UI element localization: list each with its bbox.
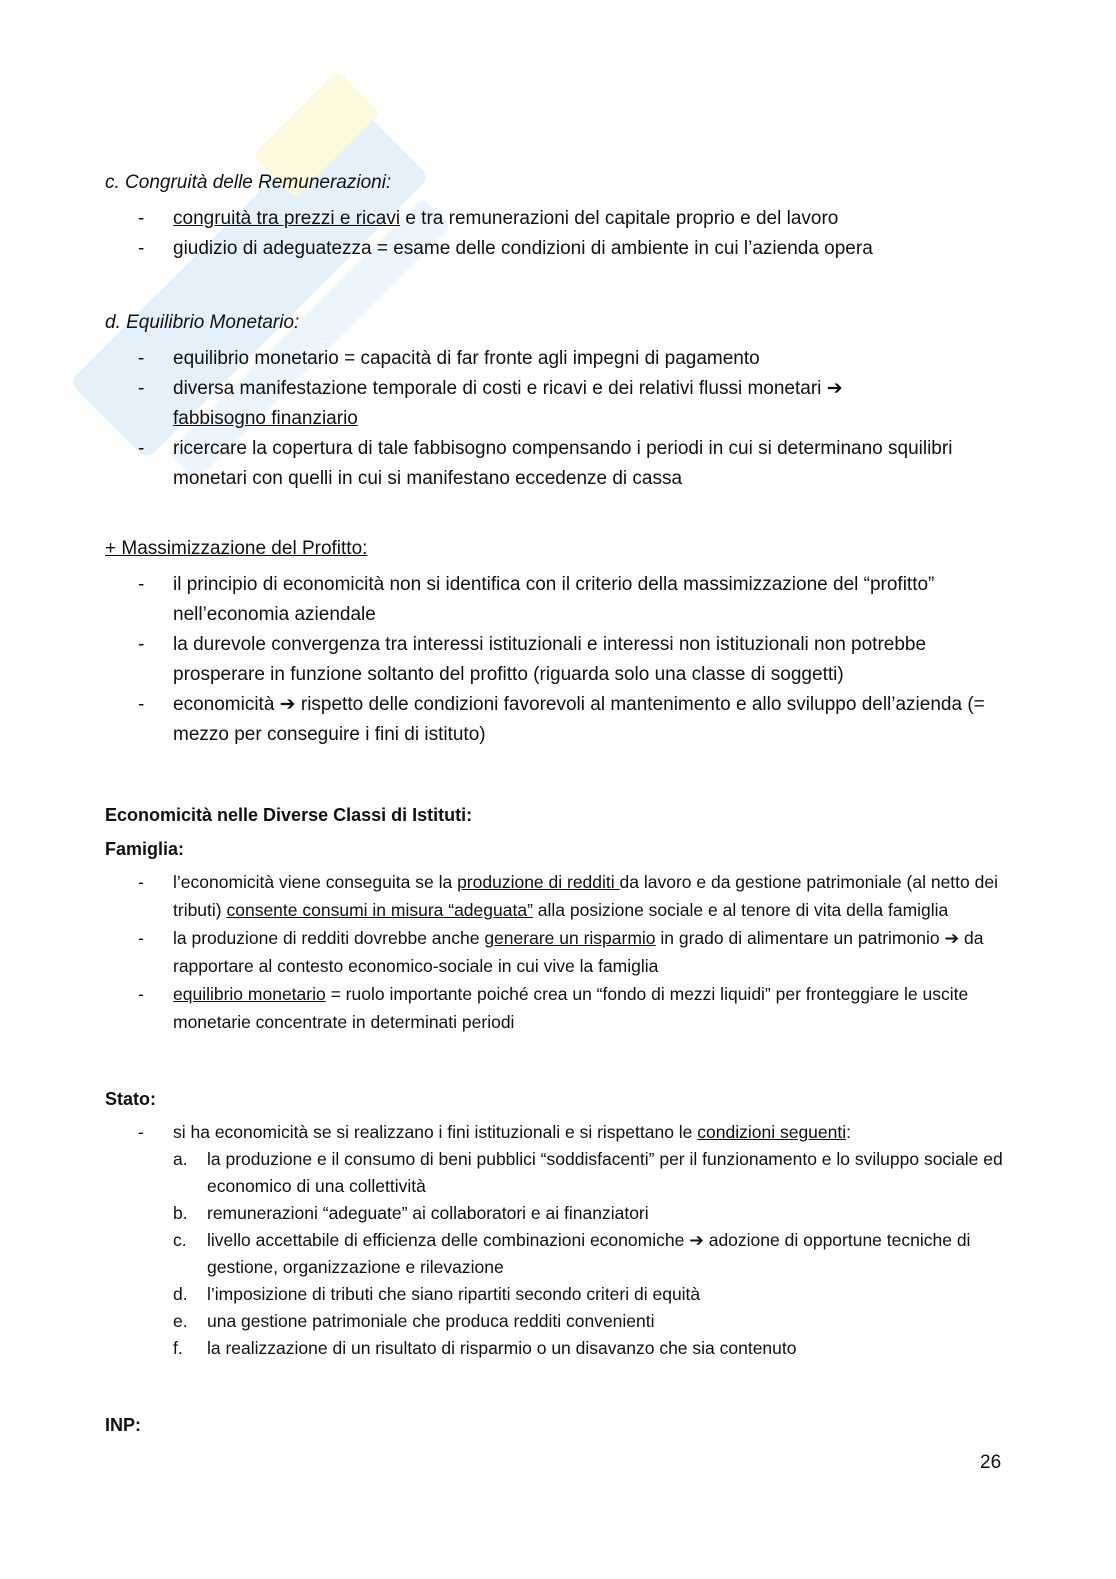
item-text: = ruolo importante poiché crea un “fondo di mezzi liquidi” per fronteggiare le uscite monetarie concentrate in determinati periodi	[173, 984, 969, 1032]
section-heading: c. Congruità delle Remunerazioni:	[105, 172, 392, 193]
item-text: rispetto delle condizioni favorevoli al mantenimento e allo sviluppo dell’azienda (= mezzo per conseguire i fini di istituto)	[173, 694, 985, 745]
list-item: - la durevole convergenza tra interessi istituzionali e interessi non istituzionali non potrebbe prosperare in funzione soltanto del profitto (riguarda solo una classe di soggetti)	[105, 630, 1005, 690]
bullet-list	[105, 868, 1005, 1036]
page-number: 26	[980, 1452, 1002, 1473]
arrow-icon: ➔	[279, 694, 296, 715]
underlined-text: congruità tra prezzi e ricavi	[173, 208, 401, 229]
condition-item	[105, 1281, 1005, 1308]
item-text: livello accettabile di efficienza delle combinazioni economiche	[207, 1230, 690, 1250]
section-economicita	[105, 800, 1005, 1440]
underlined-text: consente consumi in misura “adeguata”	[226, 900, 533, 920]
section-congruita	[105, 168, 1005, 264]
item-text: si ha economicità se si realizzano i fini istituzionali e si rispettano le	[173, 1122, 698, 1142]
list-item	[105, 374, 1005, 434]
list-item	[105, 204, 1005, 234]
item-text: l’imposizione di tributi che siano ripartiti secondo criteri di equità	[207, 1284, 701, 1304]
list-item	[105, 690, 1005, 750]
item-text: la produzione e il consumo di beni pubblici “soddisfacenti” per il funzionamento e lo sviluppo sociale ed economico di una collettività	[207, 1149, 1003, 1196]
item-text: diversa manifestazione temporale di costi e ricavi e dei relativi flussi monetari	[173, 378, 827, 399]
item-text: l’economicità viene conseguita se la	[173, 872, 458, 892]
underlined-text: produzione di redditi	[457, 872, 620, 892]
condition-item	[105, 1200, 1005, 1227]
condition-item	[105, 1227, 1005, 1281]
section-heading: + Massimizzazione del Profitto:	[105, 538, 368, 559]
list-item: - ricercare la copertura di tale fabbisogno compensando i periodi in cui si determinano squilibri monetari con quelli in cui si manifestano eccedenze di cassa	[105, 434, 1005, 494]
list-item: - equilibrio monetario = capacità di far fronte agli impegni di pagamento	[105, 344, 1005, 374]
item-text: la realizzazione di un risultato di risparmio o un disavanzo che sia contenuto	[207, 1338, 797, 1358]
condition-item	[105, 1146, 1005, 1200]
underlined-text: fabbisogno finanziario	[173, 408, 358, 429]
list-marker: e.	[173, 1311, 188, 1331]
section-heading: d. Equilibrio Monetario:	[105, 312, 300, 333]
list-item	[105, 924, 1005, 980]
list-marker: b.	[173, 1203, 188, 1223]
item-text: la produzione di redditi dovrebbe anche	[173, 928, 485, 948]
list-item: - il principio di economicità non si identifica con il criterio della massimizzazione del “profitto” nell’economia aziendale	[105, 570, 1005, 630]
condition-item	[105, 1308, 1005, 1335]
item-text: una gestione patrimoniale che produca redditi convenienti	[207, 1311, 655, 1331]
arrow-icon: ➔	[944, 928, 960, 948]
subsection-heading-famiglia: Famiglia:	[105, 839, 185, 859]
bullet-list	[105, 204, 1005, 264]
list-marker: d.	[173, 1284, 188, 1304]
arrow-icon: ➔	[826, 378, 843, 399]
conditions-list	[105, 1146, 1005, 1362]
section-equilibrio	[105, 308, 1005, 494]
list-marker: c.	[173, 1230, 187, 1250]
underlined-text: equilibrio monetario	[173, 984, 326, 1004]
item-text: remunerazioni “adeguate” ai collaboratori e ai finanziatori	[207, 1203, 649, 1223]
item-text: in grado di alimentare un patrimonio	[655, 928, 945, 948]
item-text: adozione di opportune tecniche di gestione, organizzazione e rilevazione	[207, 1230, 971, 1277]
list-item	[105, 980, 1005, 1036]
item-text: :	[846, 1122, 852, 1142]
list-item	[105, 868, 1005, 924]
list-marker: a.	[173, 1149, 188, 1169]
bullet-list	[105, 1118, 1005, 1146]
item-text: alla posizione sociale e al tenore di vita della famiglia	[532, 900, 949, 920]
arrow-icon: ➔	[689, 1230, 704, 1250]
document-body	[105, 168, 1005, 1440]
item-text: da rapportare al contesto economico-sociale in cui vive la famiglia	[173, 928, 984, 976]
bullet-list	[105, 570, 1005, 750]
subsection-heading-inp: INP:	[105, 1415, 141, 1435]
section-heading: Economicità nelle Diverse Classi di Istituti:	[105, 805, 473, 825]
bullet-list	[105, 344, 1005, 494]
condition-item	[105, 1335, 1005, 1362]
item-text: economicità	[173, 694, 280, 715]
underlined-text: generare un risparmio	[484, 928, 656, 948]
list-item	[105, 1118, 1005, 1146]
list-item: - giudizio di adeguatezza = esame delle condizioni di ambiente in cui l’azienda opera	[105, 234, 1005, 264]
section-massimizzazione	[105, 534, 1005, 750]
item-text: e tra remunerazioni del capitale proprio e del lavoro	[400, 208, 839, 229]
list-marker: f.	[173, 1338, 183, 1358]
item-text: da lavoro e da gestione patrimoniale (al netto dei tributi)	[173, 872, 998, 920]
underlined-text: condizioni seguenti	[697, 1122, 847, 1142]
subsection-heading-stato: Stato:	[105, 1089, 156, 1109]
